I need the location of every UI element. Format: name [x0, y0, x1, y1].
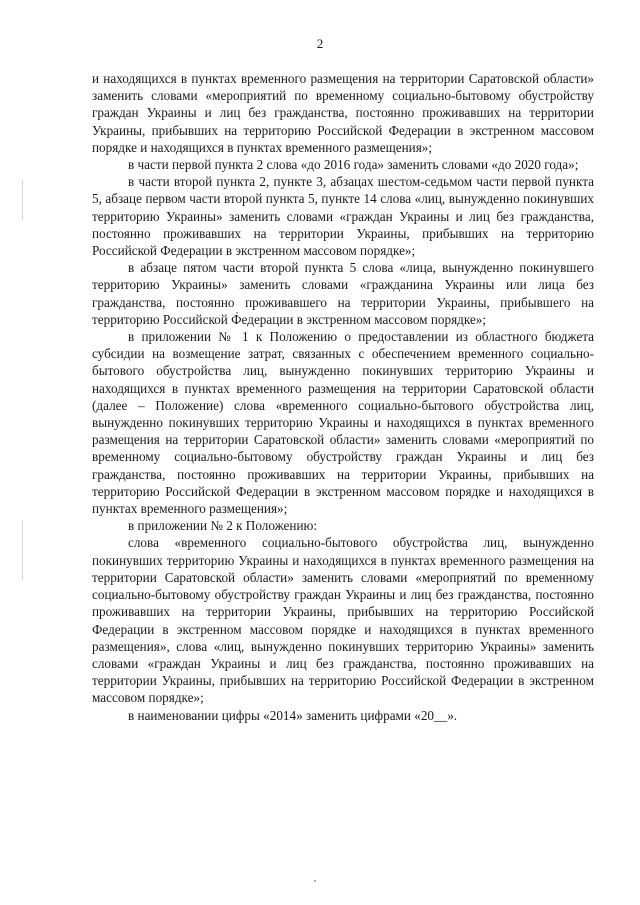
paragraph: в приложении № 1 к Положению о предоставлении из областного бюджета субсидии на возмещение затрат, связанных с обеспечением временного социально-бытового обустройства лиц, вынужденно покинувших территорию Украины и находящихся в пунктах временного размещения на территории Саратовской области (далее – Положение) слова «временного социально-бытового обустройства лиц, вынужденно покинувших территорию Украины и находящихся в пунктах временного размещения на территории Саратовской области» заменить словами «мероприятий по временному социально-бытовому обустройству граждан Украины и лиц без гражданства, постоянно проживавших на территории Украины, прибывших на территорию Российской Федерации в экстренном массовом порядке и находящихся в пунктах временного размещения»;	[92, 329, 594, 517]
paragraph: и находящихся в пунктах временного размещения на территории Саратовской области» заменить словами «мероприятий по временному социально-бытовому обустройству граждан Украины и лиц без гражданства, постоянно проживавших на территории Украины, прибывших на территорию Российской Федерации в экстренном массовом порядке и находящихся в пунктах временного размещения»;	[92, 71, 594, 155]
scan-speck	[314, 880, 316, 882]
paragraph: в приложении № 2 к Положению:	[128, 518, 318, 534]
document-body	[92, 70, 594, 724]
paragraph: в абзаце пятом части второй пункта 5 слова «лица, вынужденно покинувшего территорию Украины» заменить словами «гражданина Украины или лица без гражданства, постоянно проживавшего на территории Украины, прибывшего на территорию Российской Федерации в экстренном массовом порядке»;	[92, 260, 594, 327]
page-number: 2	[316, 36, 324, 51]
scan-margin-mark	[22, 180, 23, 220]
scan-margin-mark	[22, 520, 23, 580]
paragraph: в части первой пункта 2 слова «до 2016 года» заменить словами «до 2020 года»;	[128, 157, 579, 173]
paragraph: в наименовании цифры «2014» заменить цифрами «20__».	[128, 707, 458, 723]
paragraph: в части второй пункта 2, пункте 3, абзацах шестом-седьмом части первой пункта 5, абзаце первом части второй пункта 5, пункте 14 слова «лиц, вынужденно покинувших территорию Украины» заменить словами «граждан Украины и лиц без гражданства, постоянно проживавших на территории Украины, прибывших на территорию Российской Федерации в экстренном массовом порядке»;	[92, 174, 594, 259]
paragraph: слова «временного социально-бытового обустройства лиц, вынужденно покинувших территорию Украины и находящихся в пунктах временного размещения на территории Саратовской области» заменить словами «мероприятий по временному социально-бытовому обустройству граждан Украины и лиц без гражданства, постоянно проживавших на территории Украины, прибывших на территорию Российской Федерации в экстренном массовом порядке и находящихся в пунктах временного размещения», слова «лиц, вынужденно покинувших территорию Украины» заменить словами «граждан Украины и лиц без гражданства, постоянно проживавших на территории Украины, прибывших на территорию Российской Федерации в экстренном массовом порядке»;	[92, 535, 594, 706]
